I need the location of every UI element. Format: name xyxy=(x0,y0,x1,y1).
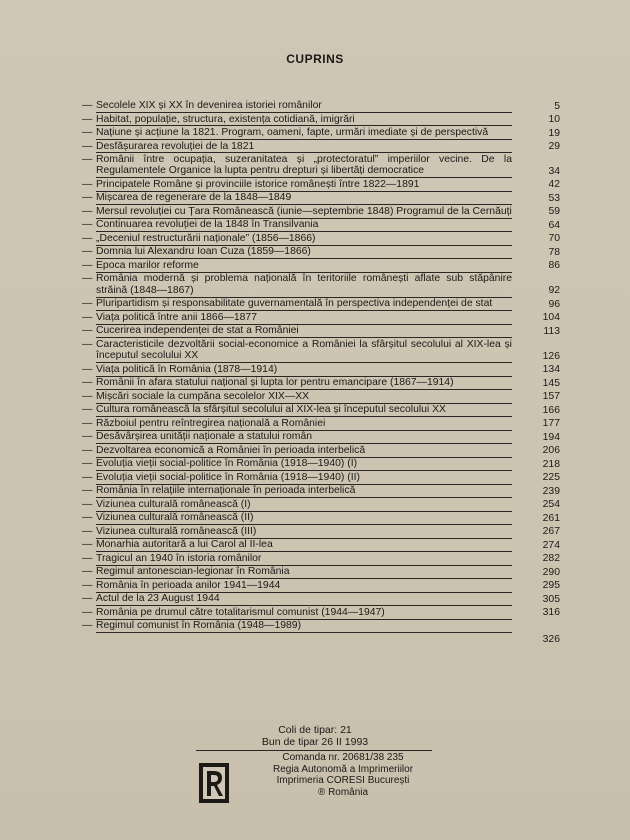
toc-entry-page: 225 xyxy=(542,472,560,484)
imprint-divider xyxy=(196,750,432,751)
toc-entry-title: Monarhia autoritară a lui Carol al II-lea xyxy=(96,539,512,552)
toc-entry-page: 157 xyxy=(542,391,560,403)
toc-dash: — xyxy=(82,377,93,389)
toc-entry xyxy=(82,246,560,259)
toc-dash: — xyxy=(82,273,93,285)
toc-dash: — xyxy=(82,259,93,271)
toc-entry-title: Caracteristicile dezvoltării social-economice a României la sfârșitul secolului al XIX-lea și începutul secolului XX xyxy=(96,338,512,362)
toc-entry-title: Habitat, populație, structura, existența cotidiană, imigrări xyxy=(96,114,512,127)
toc-entry-title: Pluripartidism și responsabilitate guvernamentală în perspectiva independenței de stat xyxy=(96,298,512,311)
toc-entry-page: 177 xyxy=(542,418,560,430)
toc-entry-title: Mișcarea de regenerare de la 1848—1849 xyxy=(96,192,512,205)
toc-dash: — xyxy=(82,593,93,605)
toc-entry xyxy=(82,444,560,458)
toc-entry xyxy=(82,273,560,297)
colophon-bun-de-tipar: Bun de tipar 26 II 1993 xyxy=(261,736,369,748)
toc-dash: — xyxy=(82,620,93,632)
toc-dash: — xyxy=(82,178,93,190)
toc-dash: — xyxy=(82,458,93,470)
toc-entry-page: 305 xyxy=(542,593,560,605)
toc-entry-title: Evoluția vieții social-politice în România (1918—1940) (I) xyxy=(96,458,512,471)
toc-dash: — xyxy=(82,113,93,125)
colophon xyxy=(0,724,630,748)
toc-entry-page: 282 xyxy=(542,553,560,565)
toc-dash: — xyxy=(82,566,93,578)
toc-entry xyxy=(82,205,560,219)
toc-dash: — xyxy=(82,606,93,618)
toc-entry-page: 274 xyxy=(542,539,560,551)
toc-dash: — xyxy=(82,127,93,138)
toc-dash: — xyxy=(82,539,93,551)
toc-entry-page: 64 xyxy=(548,219,560,231)
toc-dash: — xyxy=(82,485,93,497)
toc-entry-page: 126 xyxy=(542,350,560,362)
toc-dash: — xyxy=(82,154,93,165)
country-mark-icon: ® xyxy=(317,786,329,798)
toc-entry xyxy=(82,140,560,154)
toc-entry xyxy=(82,458,560,471)
toc-entry-title: România pe drumul către totalitarismul comunist (1944—1947) xyxy=(96,607,512,620)
imprint-imprimeria: Imprimeria CORESI București xyxy=(276,775,410,787)
toc-dash: — xyxy=(82,338,93,350)
toc-entry xyxy=(82,539,560,552)
toc-dash: — xyxy=(82,512,93,524)
toc-entry xyxy=(82,593,560,606)
toc-entry-title: Viziunea culturală românească (II) xyxy=(96,512,512,525)
toc-entry xyxy=(82,485,560,498)
toc-entry xyxy=(82,192,560,205)
toc-entry xyxy=(82,471,560,485)
toc-dash: — xyxy=(82,444,93,456)
toc-entry xyxy=(82,154,560,178)
toc-entry-page: 78 xyxy=(548,246,560,258)
toc-entry-title: Dezvoltarea economică a României în perioada interbelică xyxy=(96,445,512,458)
toc-entry-title: Mersul revoluției cu Țara Românească (iunie—septembrie 1848) Programul de la Cernăuți xyxy=(96,205,512,217)
toc-entry-title: Națiune și acțiune la 1821. Program, oameni, fapte, urmări imediate și de perspectivă xyxy=(96,127,512,140)
toc-entry-title: România modernă și problema națională în teritoriile românești aflate sub stăpânire străină (1848—1867) xyxy=(96,273,512,296)
toc-entry-page: 254 xyxy=(542,499,560,511)
toc-entry-page: 290 xyxy=(542,566,560,578)
toc-entry xyxy=(82,219,560,232)
toc-final-page: 326 xyxy=(542,634,560,646)
toc-entry-title: Regimul antonescian-legionar în România xyxy=(96,566,512,579)
toc-entry-title: Viața politică în România (1878—1914) xyxy=(96,364,512,377)
toc-entry xyxy=(82,525,560,539)
toc-entry-title: Cucerirea independenței de stat a României xyxy=(96,325,512,338)
toc-entry-page: 92 xyxy=(548,285,560,297)
imprint-comanda: Comanda nr. 20681/38 235 xyxy=(282,752,404,763)
toc-entry xyxy=(82,338,560,363)
toc-entry-page: 96 xyxy=(548,298,560,310)
toc-entry xyxy=(82,404,560,417)
coresi-logo xyxy=(199,763,229,803)
toc-entry-title: Românii în afara statului național și lupta lor pentru emancipare (1867—1914) xyxy=(96,377,512,390)
toc-dash: — xyxy=(82,471,93,483)
toc-entry xyxy=(82,259,560,273)
toc-entry-page: 10 xyxy=(548,114,560,125)
toc-entry-title: Viața politică între anii 1866—1877 xyxy=(96,312,512,325)
toc-entry-title: Domnia lui Alexandru Ioan Cuza (1859—1866) xyxy=(96,246,512,259)
toc-dash: — xyxy=(82,100,93,111)
toc-dash: — xyxy=(82,431,93,443)
toc-entry-page: 316 xyxy=(542,607,560,619)
toc-dash: — xyxy=(82,404,93,416)
toc-entry-page: 19 xyxy=(548,127,560,139)
table-of-contents xyxy=(82,100,560,646)
toc-entry-page: 5 xyxy=(554,100,560,112)
page-title: CUPRINS xyxy=(286,52,344,66)
toc-entry-page: 70 xyxy=(548,233,560,245)
toc-dash: — xyxy=(82,140,93,152)
toc-entry-title: Viziunea culturală românească (III) xyxy=(96,526,512,539)
toc-entry xyxy=(82,127,560,140)
toc-entry-title: Mișcări sociale la cumpăna secolelor XIX—XX xyxy=(96,391,512,404)
toc-entry-page: 113 xyxy=(543,325,560,337)
toc-dash: — xyxy=(82,579,93,591)
toc-dash: — xyxy=(82,417,93,429)
toc-entry-page: 218 xyxy=(542,458,560,470)
toc-entry-page: 261 xyxy=(542,512,560,524)
toc-entry-title: Viziunea culturală românească (I) xyxy=(96,499,512,512)
toc-dash: — xyxy=(82,552,93,564)
toc-dash: — xyxy=(82,298,93,310)
toc-entry-page: 295 xyxy=(542,580,560,592)
toc-entry-title: Tragicul an 1940 în istoria românilor xyxy=(96,553,512,566)
toc-entry xyxy=(82,325,560,338)
toc-entry-page: 206 xyxy=(542,445,560,457)
toc-entry-page: 34 xyxy=(548,165,560,177)
toc-entry-page: 86 xyxy=(548,260,560,272)
toc-entry-page: 59 xyxy=(548,206,560,218)
toc-entry xyxy=(82,100,560,113)
toc-entry xyxy=(82,552,560,566)
toc-entry-title: Secolele XIX și XX în devenirea istoriei românilor xyxy=(96,100,512,113)
toc-entry xyxy=(82,390,560,404)
toc-entry xyxy=(82,579,560,593)
toc-entry-title: România în relațiile internaționale în perioada interbelică xyxy=(96,485,512,498)
toc-dash: — xyxy=(82,363,93,375)
toc-entry-title: Războiul pentru reîntregirea națională a României xyxy=(96,418,512,431)
toc-entry xyxy=(82,566,560,579)
toc-entry xyxy=(82,377,560,390)
toc-entry-page: 166 xyxy=(542,404,560,416)
toc-entry xyxy=(82,620,552,633)
toc-entry-page: 29 xyxy=(548,141,560,152)
toc-entry-page: 53 xyxy=(548,192,560,204)
toc-dash: — xyxy=(82,390,93,402)
toc-entry-title: „Deceniul restructurării naționale” (1856—1866) xyxy=(96,233,512,246)
toc-entry-page: 267 xyxy=(542,526,560,538)
imprint-block xyxy=(243,752,443,798)
toc-dash: — xyxy=(82,219,93,231)
toc-entry xyxy=(82,311,560,325)
colophon-coli: Coli de tipar: 21 xyxy=(278,724,352,736)
toc-dash: — xyxy=(82,311,93,323)
toc-entry-page: 145 xyxy=(542,377,560,389)
imprint-regia: Regia Autonomă a Imprimeriilor xyxy=(272,763,414,775)
toc-entry-page: 239 xyxy=(542,485,560,497)
toc-entry xyxy=(82,431,560,444)
imprint-country: ® România xyxy=(317,786,369,798)
toc-entry-page: 104 xyxy=(542,312,560,324)
toc-entry-title: Românii între ocupația, suzeranitatea și „protectoratul” imperiilor vecine. De la Regulamentele Organice la lupta pentru drepturi și libertăți democratice xyxy=(96,154,512,177)
toc-entry xyxy=(82,606,560,620)
toc-entry-page: 194 xyxy=(542,431,560,443)
toc-entry-title: Epoca marilor reforme xyxy=(96,260,512,273)
toc-entry-title: Desfășurarea revoluției de la 1821 xyxy=(96,141,512,154)
toc-entry-title: Cultura românească la sfârșitul secolului al XIX-lea și începutul secolului XX xyxy=(96,404,512,417)
toc-dash: — xyxy=(82,325,93,337)
toc-entry-title: Evoluția vieții social-politice în România (1918—1940) (II) xyxy=(96,472,512,485)
toc-entry-title: România în perioada anilor 1941—1944 xyxy=(96,580,512,593)
toc-entry-title: Desăvârșirea unității naționale a statului român xyxy=(96,431,512,444)
toc-dash: — xyxy=(82,525,93,537)
toc-dash: — xyxy=(82,232,93,244)
toc-entry xyxy=(82,113,560,127)
toc-entry xyxy=(82,363,560,377)
toc-entry xyxy=(82,298,560,311)
toc-dash: — xyxy=(82,205,93,217)
toc-dash: — xyxy=(82,498,93,510)
toc-entry-page: 134 xyxy=(542,364,560,376)
toc-entry xyxy=(82,178,560,192)
toc-entry xyxy=(82,498,560,512)
toc-dash: — xyxy=(82,246,93,258)
toc-entry-title: Regimul comunist în România (1948—1989) xyxy=(96,620,512,633)
toc-dash: — xyxy=(82,192,93,204)
toc-entry-page: 42 xyxy=(548,179,560,191)
toc-entry xyxy=(82,512,560,525)
toc-entry xyxy=(82,232,560,246)
toc-entry-title: Continuarea revoluției de la 1848 în Transilvania xyxy=(96,219,512,232)
toc-entry-title: Principatele Române și provinciile istorice românești între 1822—1891 xyxy=(96,179,512,192)
toc-entry xyxy=(82,417,560,431)
toc-entry-title: Actul de la 23 August 1944 xyxy=(96,593,512,606)
